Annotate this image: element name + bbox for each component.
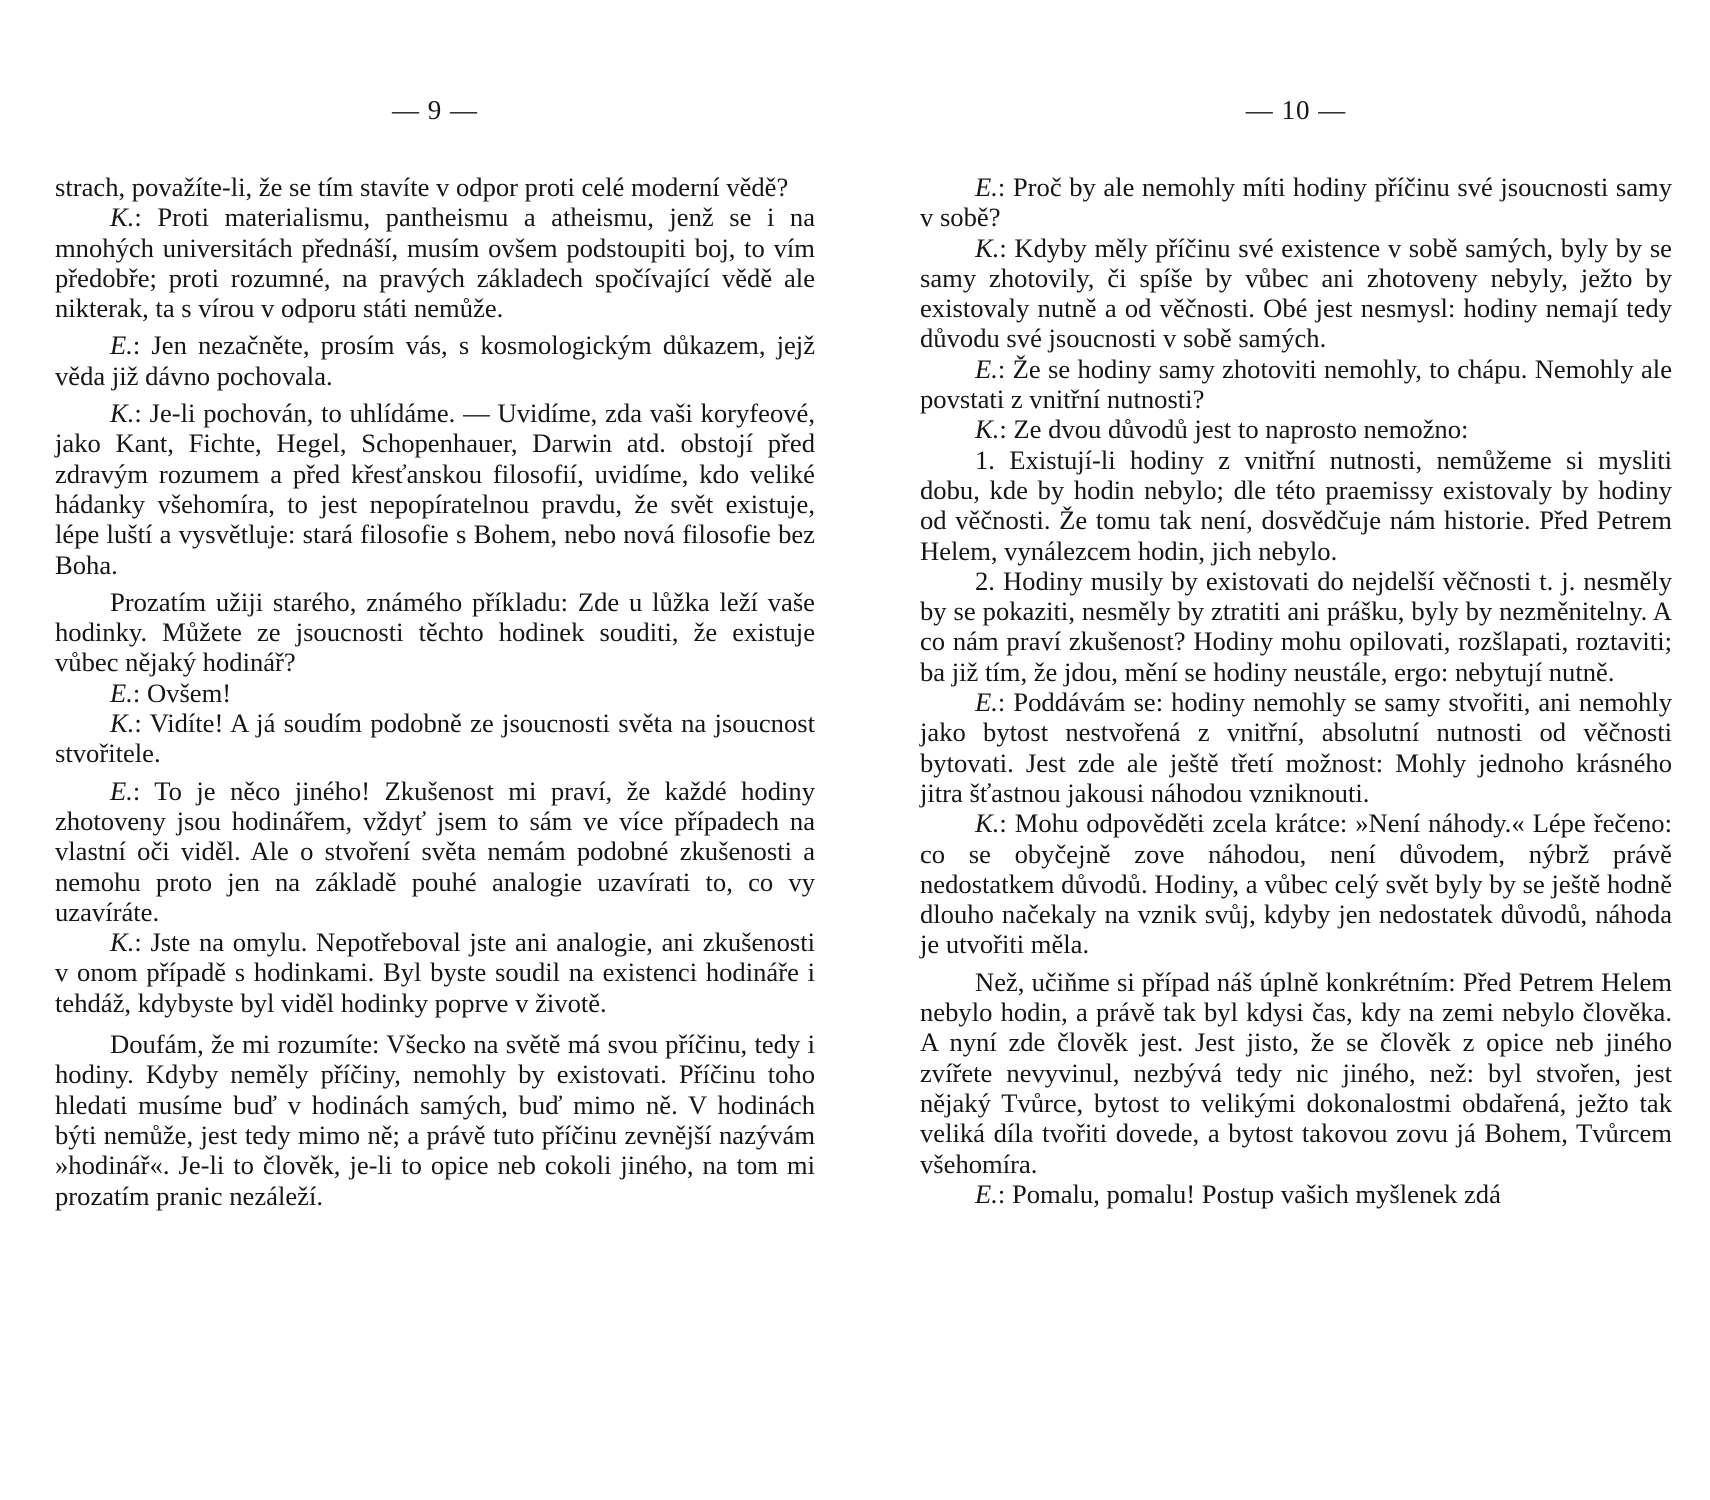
- paragraph-text: : Že se hodiny samy zhotoviti nemohly, to chápu. Nemohly ale povstati z vnitřní nutnosti?: [920, 353, 1672, 415]
- paragraph-text: strach, považíte-li, že se tím stavíte v odpor proti celé moderní vědě?: [55, 172, 789, 202]
- paragraph: [920, 566, 1672, 687]
- paragraph-text: : Je-li pochován, to uhlídáme. — Uvidíme, zda vaši koryfeové, jako Kant, Fichte, Hegel, Schopenhauer, Darwin atd. obstojí před zdravým rozumem a před křesťanskou filosofií, uvidíme, kdo veliké hádanky všehomíra, to jest nepopíratelnou pravdu, že svět existuje, lépe luští a vysvětluje: stará filosofie s Bohem, nebo nová filosofie bez Boha.: [55, 398, 815, 580]
- paragraph-text: : Vidíte! A já soudím podobně ze jsoucnosti světa na jsoucnost stvořitele.: [55, 708, 815, 769]
- speaker-label: K.: [110, 708, 135, 739]
- paragraph: [55, 678, 815, 708]
- paragraph-text: 2. Hodiny musily by existovati do nejdelší věčnosti t. j. nesměly by se pokaziti, nesměly by ztratiti ani prášku, byly by nezměnitelny. A co nám praví zkušenost? Hodiny mohu opilovati, rozšlapati, roztaviti; ba již tím, že jdou, mění se hodiny neustále, ergo: nebytují nutně.: [920, 565, 1672, 687]
- paragraph: [55, 776, 815, 927]
- paragraph-text: : Ze dvou důvodů jest to naprosto nemožno:: [999, 414, 1469, 445]
- paragraph: [55, 708, 815, 769]
- paragraph: [920, 445, 1672, 566]
- speaker-label: E.: [110, 330, 133, 361]
- paragraph: [55, 927, 815, 1018]
- paragraph-text: Než, učiňme si případ náš úplně konkrétním: Před Petrem Helem nebylo hodin, a právě tak byl kdysi čas, kdy na zemi nebylo člověka. A nyní zde člověk jest. Jest jisto, že se člověk z opice neb jiného zvířete nevyvinul, nezbývá tedy nic jiného, než: byl stvořen, jest nějaký Tvůrce, bytost to velikými dokonalostmi obdařená, ježto tak veliká díla tvořiti dovede, a bytost takovou zovu já Bohem, Tvůrcem všehomíra.: [920, 966, 1672, 1179]
- speaker-label: K.: [110, 202, 135, 233]
- speaker-label: K.: [110, 398, 135, 429]
- speaker-label: E.: [110, 677, 133, 708]
- paragraph: [920, 172, 1672, 233]
- left-page: [55, 0, 815, 1500]
- paragraph-text: Prozatím užiji starého, známého příkladu: Zde u lůžka leží vaše hodinky. Můžete ze jsoucnosti těchto hodinek souditi, že existuje vůbec nějaký hodinář?: [55, 586, 815, 678]
- speaker-label: K.: [110, 927, 135, 958]
- paragraph: [920, 687, 1672, 808]
- paragraph: [920, 808, 1672, 959]
- paragraph-text: : Poddávám se: hodiny nemohly se samy stvořiti, ani nemohly jako bytost nestvořená z vnitřní, absolutní nutnosti od věčnosti bytovati. Jest zde ale ještě třetí možnost: Mohly jednoho krásného jitra šťastnou jakousi náhodou vzniknouti.: [920, 687, 1672, 808]
- paragraph: [55, 202, 815, 323]
- paragraph: [920, 967, 1672, 1179]
- speaker-label: K.: [975, 808, 1000, 839]
- speaker-label: K.: [975, 414, 1000, 445]
- paragraph: [920, 1179, 1672, 1209]
- paragraph-text: : To je něco jiného! Zkušenost mi praví, že každé hodiny zhotoveny jsou hodinářem, vždyť jsem to sám ve více případech na vlastní oči viděl. Ale o stvoření světa nemám podobné zkušenosti a nemohu proto jen na základě pouhé analogie uzavírati to, co vy uzavíráte.: [55, 775, 815, 927]
- paragraph: [55, 587, 815, 678]
- paragraph-text: : Proč by ale nemohly míti hodiny příčinu své jsoucnosti samy v sobě?: [920, 172, 1672, 233]
- speaker-label: E.: [975, 687, 998, 718]
- paragraph: [55, 330, 815, 391]
- speaker-label: E.: [975, 1178, 998, 1209]
- paragraph-text: : Ovšem!: [132, 677, 232, 708]
- page-number: — 10 —: [1245, 95, 1347, 125]
- speaker-label: E.: [110, 775, 133, 806]
- speaker-label: K.: [975, 232, 1000, 263]
- speaker-label: E.: [975, 172, 998, 202]
- paragraph-text: : Proti materialismu, pantheismu a atheismu, jenž se i na mnohých universitách přednáší, musím ovšem podstoupiti boj, to vím předobře; proti rozumné, na pravých základech spočívající vědě ale nikterak, ta s vírou v odporu státi nemůže.: [55, 202, 815, 324]
- page-text: [55, 172, 815, 1211]
- paragraph: [920, 233, 1672, 354]
- paragraph: [920, 414, 1672, 444]
- paragraph: [55, 398, 815, 580]
- page-number: — 9 —: [392, 95, 478, 125]
- paragraph: [920, 354, 1672, 415]
- speaker-label: E.: [975, 353, 998, 384]
- paragraph-text: : Pomalu, pomalu! Postup vašich myšlenek zdá: [997, 1178, 1501, 1209]
- paragraph-text: 1. Existují-li hodiny z vnitřní nutnosti, nemůžeme si mysliti dobu, kde by hodin nebylo; dle této praemissy existovaly by hodiny od věčnosti. Že tomu tak není, dosvědčuje nám historie. Před Petrem Helem, vynálezcem hodin, jich nebylo.: [920, 444, 1672, 566]
- right-page: [920, 0, 1672, 1500]
- page-text: [920, 172, 1672, 1209]
- paragraph: [55, 172, 815, 202]
- paragraph-text: : Kdyby měly příčinu své existence v sobě samých, byly by se samy zhotovily, či spíše by vůbec ani zhotoveny nebyly, ježto by existovaly nutně a od věčnosti. Obé jest nesmysl: hodiny nemají tedy důvodu své jsoucnosti v sobě samých.: [920, 232, 1672, 354]
- paragraph-text: : Mohu odpověděti zcela krátce: »Není náhody.« Lépe řečeno: co se obyčejně zove náhodou, není důvodem, nýbrž právě nedostatkem důvodů. Hodiny, a vůbec celý svět byly by se ještě hodně dlouho načekaly na vznik svůj, kdyby jen nedostatek důvodů, náhoda je utvořiti měla.: [920, 808, 1672, 960]
- paragraph-text: : Jen nezačněte, prosím vás, s kosmologickým důkazem, jejž věda již dávno pochovala.: [55, 330, 815, 391]
- paragraph-text: Doufám, že mi rozumíte: Všecko na světě má svou příčinu, tedy i hodiny. Kdyby neměly příčiny, nemohly by existovati. Příčinu toho hledati musíme buď v hodinách samých, buď mimo ně. V hodinách býti nemůže, jest tedy mimo ně; a právě tuto příčinu zevnější nazývám »hodinář«. Je-li to člověk, je-li to opice neb cokoli jiného, na tom mi prozatím pranic nezáleží.: [55, 1029, 815, 1211]
- paragraph: [55, 1029, 815, 1211]
- paragraph-text: : Jste na omylu. Nepotřeboval jste ani analogie, ani zkušenosti v onom případě s hodinkami. Byl byste soudil na existenci hodináře i tehdáž, kdybyste byl viděl hodinky poprve v životě.: [55, 927, 815, 1018]
